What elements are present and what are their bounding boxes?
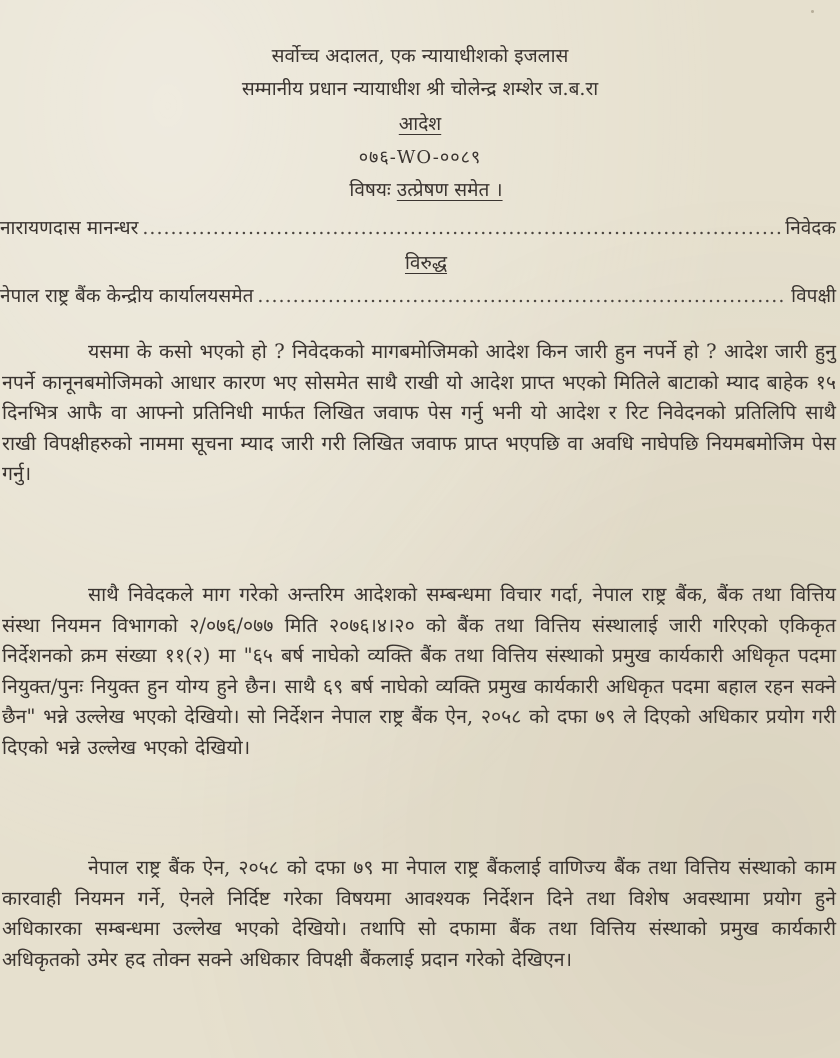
paragraph-1-text: यसमा के कसो भएको हो ? निवेदकको मागबमोजिमको आदेश किन जारी हुन नपर्ने हो ? आदेश जारी हुनु नपर्ने कानूनबमोजिमको आधार कारण भए सोसमेत साथै राखी यो आदेश प्राप्त भएको मितिले बाटाको म्याद बाहेक १५ दिनभित्र आफै वा आफ्नो प्रतिनिधी मार्फत लिखित जवाफ पेस गर्नु भनी यो आदेश र रिट निवेदनको प्रतिलिपि साथै राखी विपक्षीहरुको नाममा सूचना म्याद जारी गरी लिखित जवाफ प्राप्त भएपछि वा अवधि नाघेपछि नियमबमोजिम पेस गर्नु।	[2, 340, 836, 485]
respondent-role: विपक्षी	[791, 285, 836, 307]
versus-text: विरुद्ध	[404, 252, 448, 274]
petitioner-name: नारायणदास मानन्धर	[0, 217, 139, 239]
leader-dots	[257, 284, 787, 308]
subject-label: विषयः	[349, 179, 391, 201]
versus-line	[0, 251, 840, 275]
respondent-line	[0, 284, 836, 308]
court-bench-heading: सर्वोच्च अदालत, एक न्यायाधीशको इजलास	[271, 45, 569, 67]
leader-dots	[142, 216, 781, 240]
paragraph-2-text: साथै निवेदकले माग गरेको अन्तरिम आदेशको सम्बन्धमा विचार गर्दा, नेपाल राष्ट्र बैंक, बैंक तथा वित्तिय संस्था नियमन विभागको २/०७६/०७७ मिति २०७६।४।२० को बैंक तथा वित्तिय संस्थालाई जारी गरिएको एकिकृत निर्देशनको क्रम संख्या ११(२) मा "६५ बर्ष नाघेको व्यक्ति बैंक तथा वित्तिय संस्थाको प्रमुख कार्यकारी अधिकृत पदमा नियुक्त/पुनः नियुक्त हुन योग्य हुने छैन। साथै ६९ बर्ष नाघेको व्यक्ति प्रमुख कार्यकारी अधिकृत पदमा बहाल रहन सक्ने छैन" भन्ने उल्लेख भएको देखियो। सो निर्देशन नेपाल राष्ट्र बैंक ऐन, २०५८ को दफा ७९ ले दिएको अधिकार प्रयोग गरी दिएको भन्ने उल्लेख भएको देखियो।	[2, 583, 836, 759]
judge-name-heading: सम्मानीय प्रधान न्यायाधीश श्री चोलेन्द्र शम्शेर ज.ब.रा	[241, 78, 599, 100]
subject-line	[0, 178, 840, 202]
order-title	[0, 112, 840, 136]
case-number: ०७६-WO-००८९	[358, 147, 482, 168]
petitioner-line	[0, 216, 836, 240]
respondent-name: नेपाल राष्ट्र बैंक केन्द्रीय कार्यालयसमेत	[0, 285, 254, 307]
order-paragraph-1	[2, 337, 836, 490]
petitioner-role: निवेदक	[785, 217, 836, 239]
order-paragraph-2	[2, 580, 836, 763]
subject-value: उत्प्रेषण समेत ।	[396, 179, 503, 201]
order-paragraph-3	[2, 853, 836, 975]
paragraph-3-text: नेपाल राष्ट्र बैंक ऐन, २०५८ को दफा ७९ मा नेपाल राष्ट्र बैंकलाई वाणिज्य बैंक तथा वित्तिय संस्थाको काम कारवाही नियमन गर्ने, ऐनले निर्दिष्ट गरेका विषयमा आवश्यक निर्देशन दिने तथा विशेष अवस्थामा प्रयोग हुने अधिकारका सम्बन्धमा उल्लेख भएको देखियो। तथापि सो दफामा बैंक तथा वित्तिय संस्थाको प्रमुख कार्यकारी अधिकृतको उमेर हद तोक्न सक्ने अधिकार विपक्षी बैंकलाई प्रदान गरेको देखिएन।	[2, 856, 836, 971]
paper-speck	[811, 10, 814, 13]
order-title-text: आदेश	[398, 113, 442, 135]
